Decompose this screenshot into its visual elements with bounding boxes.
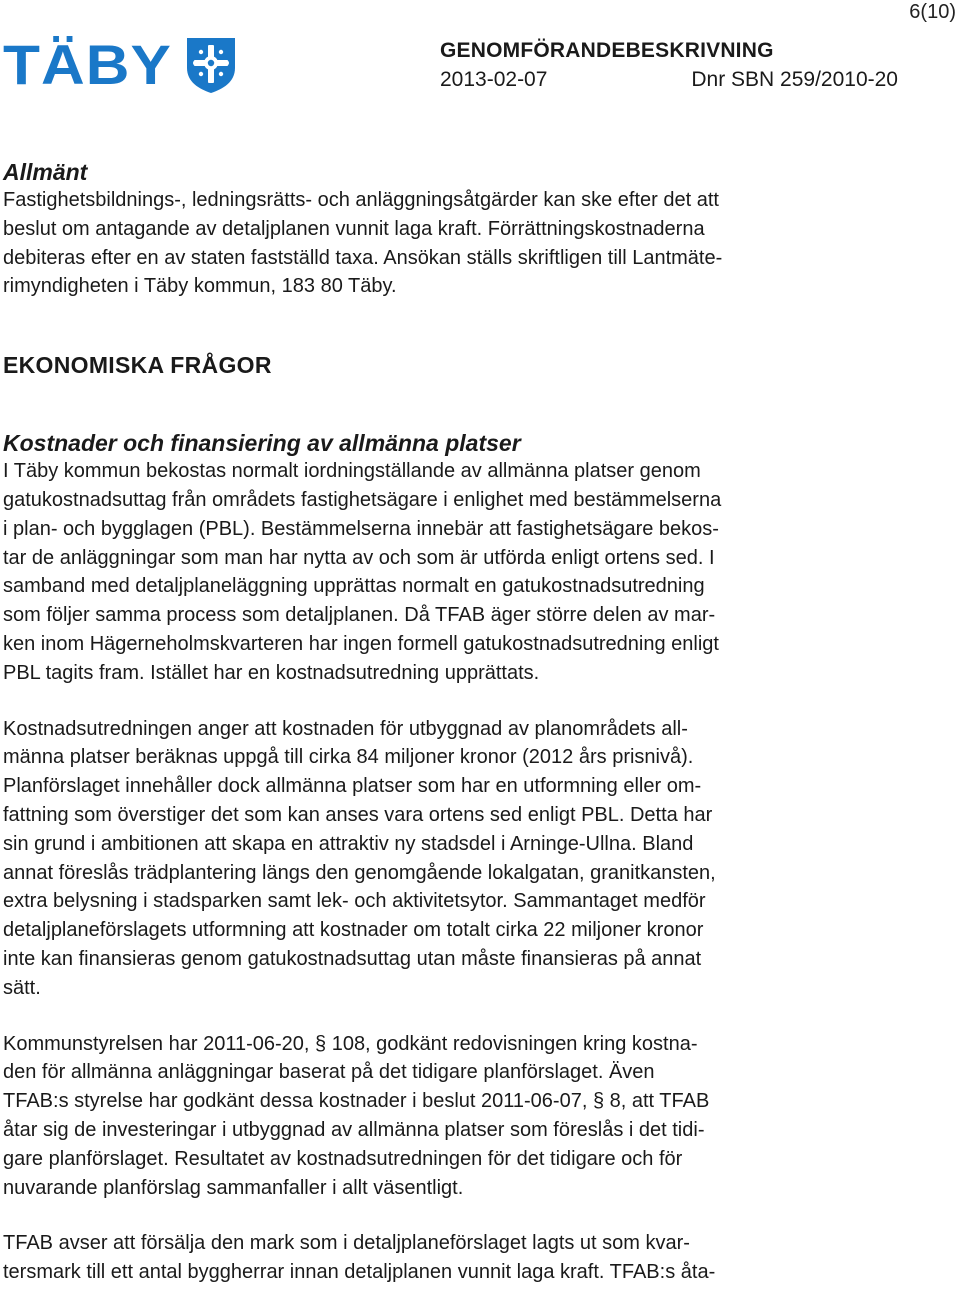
document-header bbox=[440, 37, 900, 95]
spacer bbox=[3, 1202, 793, 1229]
paragraph-kostnader-2: Kostnadsutredningen anger att kostnaden för utbyggnad av planområdets all- männa platser beräknas uppgå till cirka 84 miljoner kronor (2012 års prisnivå). Planförslaget innehåller dock allmänna platser som har en utformning eller om- fattning som överstiger det som kan anses vara ortens sed enligt PBL. Detta har sin grund i ambitionen att skapa en attraktiv ny stadsdel i Arninge-Ullna. Bland annat föreslås trädplantering längs den genomgående lokalgatan, granitkansten, extra belysning i stadsparken samt lek- och aktivitetsytor. Sammantaget medför detaljplaneförslagets utformning att kostnader om totalt cirka 22 miljoner kronor inte kan finansieras genom gatukostnadsuttag utan måste finansieras på annat sätt. bbox=[3, 717, 716, 999]
coat-of-arms-icon bbox=[185, 36, 237, 94]
logo-wordmark: TÄBY bbox=[3, 33, 172, 96]
paragraph-kostnader-4: TFAB avser att försälja den mark som i detaljplaneförslaget lagts ut som kvar- tersmark till ett antal byggherrar innan detaljplanen vunnit laga kraft. TFAB:s åta- bbox=[3, 1232, 716, 1284]
spacer bbox=[3, 688, 793, 715]
page-number: 6(10) bbox=[909, 1, 956, 23]
spacer bbox=[3, 1003, 793, 1030]
paragraph-kostnader-3: Kommunstyrelsen har 2011-06-20, § 108, godkänt redovisningen kring kostna- den för allmänna anläggningar baserat på det tidigare planförslaget. Även TFAB:s styrelse har godkänt dessa kostnader i beslut 2011-06-07, § 8, att TFAB åtar sig de investeringar i utbyggnad av allmänna platser som föreslås i det tidi- gare planförslaget. Resultatet av kostnadsutredningen för det tidigare och för nuvarande planförslag sammanfaller i allt väsentligt. bbox=[3, 1032, 710, 1199]
document-type: GENOMFÖRANDEBESKRIVNING bbox=[440, 39, 774, 62]
document-reference: Dnr SBN 259/2010-20 bbox=[691, 68, 898, 91]
document-date: 2013-02-07 bbox=[440, 68, 548, 91]
heading-allmant: Allmänt bbox=[3, 159, 88, 185]
document-meta bbox=[440, 65, 898, 95]
paragraph-kostnader-1: I Täby kommun bekostas normalt iordningställande av allmänna platser genom gatukostnadsuttag från områdets fastighetsägare i enlighet med bestämmelserna i plan- och bygglagen (PBL). Bestämmelserna innebär att fastighetsägare bekos- tar de anläggningar som man har nytta av och som är utförda enligt ortens sed. I samband med detaljplaneläggning upprättas normalt en gatukostnadsutredning som följer samma process som detaljplanen. Då TFAB äger större delen av mar- ken inom Hägerneholmskvarteren har ingen formell gatukostnadsutredning enligt PBL tagits fram. Istället har en kostnadsutredning upprättats. bbox=[3, 460, 722, 684]
taby-logo bbox=[3, 33, 237, 96]
heading-kostnader: Kostnader och finansiering av allmänna platser bbox=[3, 430, 521, 457]
spacer bbox=[3, 379, 793, 429]
document-body bbox=[3, 158, 793, 1287]
spacer bbox=[3, 301, 793, 351]
paragraph-allmant: Fastighetsbildnings-, ledningsrätts- och anläggningsåtgärder kan ske efter det att beslut om antagande av detaljplanen vunnit laga kraft. Förrättningskostnaderna debiteras efter en av staten fastställd taxa. Ansökan ställs skriftligen till Lantmäte- rimyndigheten i Täby kommun, 183 80 Täby. bbox=[3, 189, 723, 298]
heading-ekonomiska-fragor: EKONOMISKA FRÅGOR bbox=[3, 352, 272, 379]
